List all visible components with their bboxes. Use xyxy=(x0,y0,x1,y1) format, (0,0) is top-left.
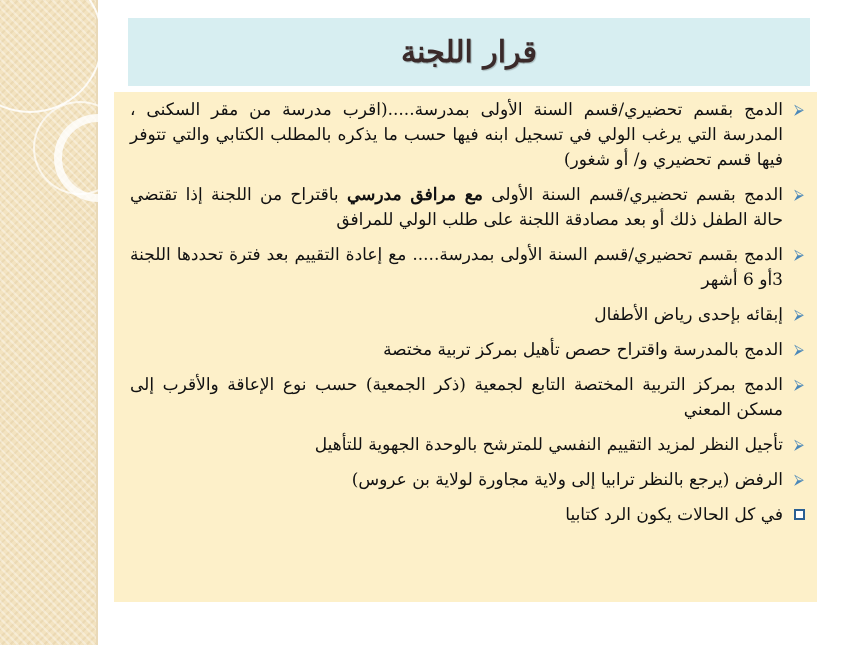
list-item xyxy=(130,338,807,363)
item-text: الرفض (يرجع بالنظر ترابيا إلى ولاية مجاورة لولاية بن عروس) xyxy=(351,470,783,490)
item-text: في كل الحالات يكون الرد كتابيا xyxy=(565,505,783,525)
item-text: الدمج بالمدرسة واقتراح حصص تأهيل بمركز تربية مختصة xyxy=(383,340,783,360)
arrow-bullet-icon: ⮚ xyxy=(794,247,804,263)
item-text: تأجيل النظر لمزيد التقييم النفسي للمترشح بالوحدة الجهوية للتأهيل xyxy=(314,435,783,455)
arrow-bullet-icon: ⮚ xyxy=(794,377,804,393)
list-item xyxy=(130,98,807,173)
item-text-emphasis: مع مرافق مدرسي xyxy=(346,185,483,205)
item-text-start: الدمج بقسم تحضيري/قسم السنة الأولى xyxy=(482,185,783,205)
list-item xyxy=(130,503,807,528)
item-text: الدمج بقسم تحضيري/قسم السنة الأولى بمدرسة..... مع إعادة التقييم بعد فترة تحددها اللجنة 3أو 6 أشهر xyxy=(130,245,783,290)
decision-list xyxy=(114,92,817,528)
item-text: إبقائه بإحدى رياض الأطفال xyxy=(594,305,783,325)
list-item xyxy=(130,433,807,458)
slide-title: قرار اللجنة xyxy=(400,34,538,70)
arrow-bullet-icon: ⮚ xyxy=(794,187,804,203)
list-item xyxy=(130,243,807,293)
item-text-end: باقتراح من اللجنة إذا تقتضي حالة الطفل ذلك أو بعد مصادقة اللجنة على طلب الولي للمرافق xyxy=(130,185,783,230)
content-panel xyxy=(114,92,817,602)
arrow-bullet-icon: ⮚ xyxy=(794,437,804,453)
arrow-bullet-icon: ⮚ xyxy=(794,472,804,488)
list-item xyxy=(130,373,807,423)
list-item xyxy=(130,468,807,493)
arrow-bullet-icon: ⮚ xyxy=(794,342,804,358)
item-text: الدمج بقسم تحضيري/قسم السنة الأولى بمدرسة.....(اقرب مدرسة من مقر السكنى ، المدرسة التي يرغب الولي في تسجيل ابنه فيها حسب ما يذكره بالمطلب الكتابي والتي تتوفر فيها قسم تحضيري و/ أو شغور) xyxy=(130,100,783,170)
item-text: الدمج بمركز التربية المختصة التابع لجمعية (ذكر الجمعية) حسب نوع الإعاقة والأقرب إلى مسكن المعني xyxy=(130,375,783,420)
square-bullet-icon xyxy=(794,509,805,520)
arrow-bullet-icon: ⮚ xyxy=(794,102,804,118)
title-banner xyxy=(128,18,810,86)
list-item xyxy=(130,183,807,233)
arrow-bullet-icon: ⮚ xyxy=(794,307,804,323)
list-item xyxy=(130,303,807,328)
